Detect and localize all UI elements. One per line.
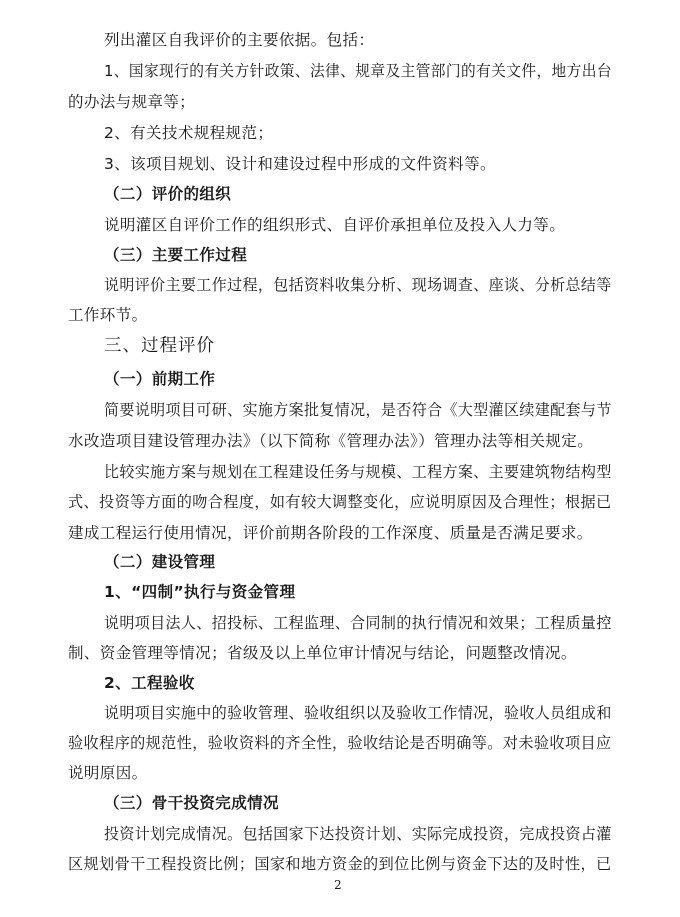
paragraph-line: 制、资金管理等情况；省级及以上单位审计情况与结论，问题整改情况。 (68, 644, 577, 662)
paragraph-line: 说明原因。 (68, 764, 148, 782)
paragraph-line: 的办法与规章等； (68, 93, 196, 111)
paragraph-line: 简要说明项目可研、实施方案批复情况，是否符合《大型灌区续建配套与节 (104, 401, 612, 419)
paragraph-line: 投资计划完成情况。包括国家下达投资计划、实际完成投资，完成投资占灌 (104, 825, 612, 843)
paragraph-line: 区规划骨干工程投资比例；国家和地方资金的到位比例与资金下达的及时性，已 (68, 855, 612, 873)
paragraph-line: 验收程序的规范性，验收资料的齐全性，验收结论是否明确等。对未验收项目应 (68, 734, 612, 752)
paragraph-line: 说明项目实施中的验收管理、验收组织以及验收工作情况，验收人员组成和 (104, 704, 612, 722)
paragraph-line: 建成工程运行使用情况，评价前期各阶段的工作深度、质量是否满足要求。 (68, 524, 593, 542)
page-number: 2 (334, 878, 342, 892)
paragraph-line: 1、国家现行的有关方针政策、法律、规章及主管部门的有关文件，地方出台 (104, 62, 612, 80)
subsection-heading: （三）主要工作过程 (104, 246, 248, 264)
paragraph-line: 说明灌区自评价工作的组织形式、自评价承担单位及投入人力等。 (104, 216, 566, 234)
paragraph-line: 3、该项目规划、设计和建设过程中形成的文件资料等。 (104, 155, 496, 173)
subsection-heading: （一）前期工作 (104, 370, 216, 388)
subsection-heading: （二）评价的组织 (104, 185, 232, 203)
subsection-heading: （二）建设管理 (104, 553, 216, 571)
subsection-heading: 1、“四制”执行与资金管理 (104, 583, 296, 601)
paragraph-line: 工作环节。 (68, 306, 148, 324)
paragraph-line: 列出灌区自我评价的主要依据。包括： (104, 31, 375, 49)
paragraph-line: 式、投资等方面的吻合程度，如有较大调整变化，应说明原因及合理性；根据已 (68, 493, 612, 511)
paragraph-line: 水改造项目建设管理办法》（以下简称《管理办法》）管理办法等相关规定。 (68, 432, 594, 450)
subsection-heading: （三）骨干投资完成情况 (104, 794, 279, 812)
subsection-heading: 2、工程验收 (104, 674, 195, 692)
paragraph-line: 2、有关技术规程规范； (104, 124, 274, 142)
section-heading: 三、过程评价 (104, 336, 215, 356)
paragraph-line: 比较实施方案与规划在工程建设任务与规模、工程方案、主要建筑物结构型 (104, 463, 612, 481)
paragraph-line: 说明项目法人、招投标、工程监理、合同制的执行情况和效果；工程质量控 (104, 614, 612, 632)
paragraph-line: 说明评价主要工作过程，包括资料收集分析、现场调查、座谈、分析总结等 (104, 276, 612, 294)
